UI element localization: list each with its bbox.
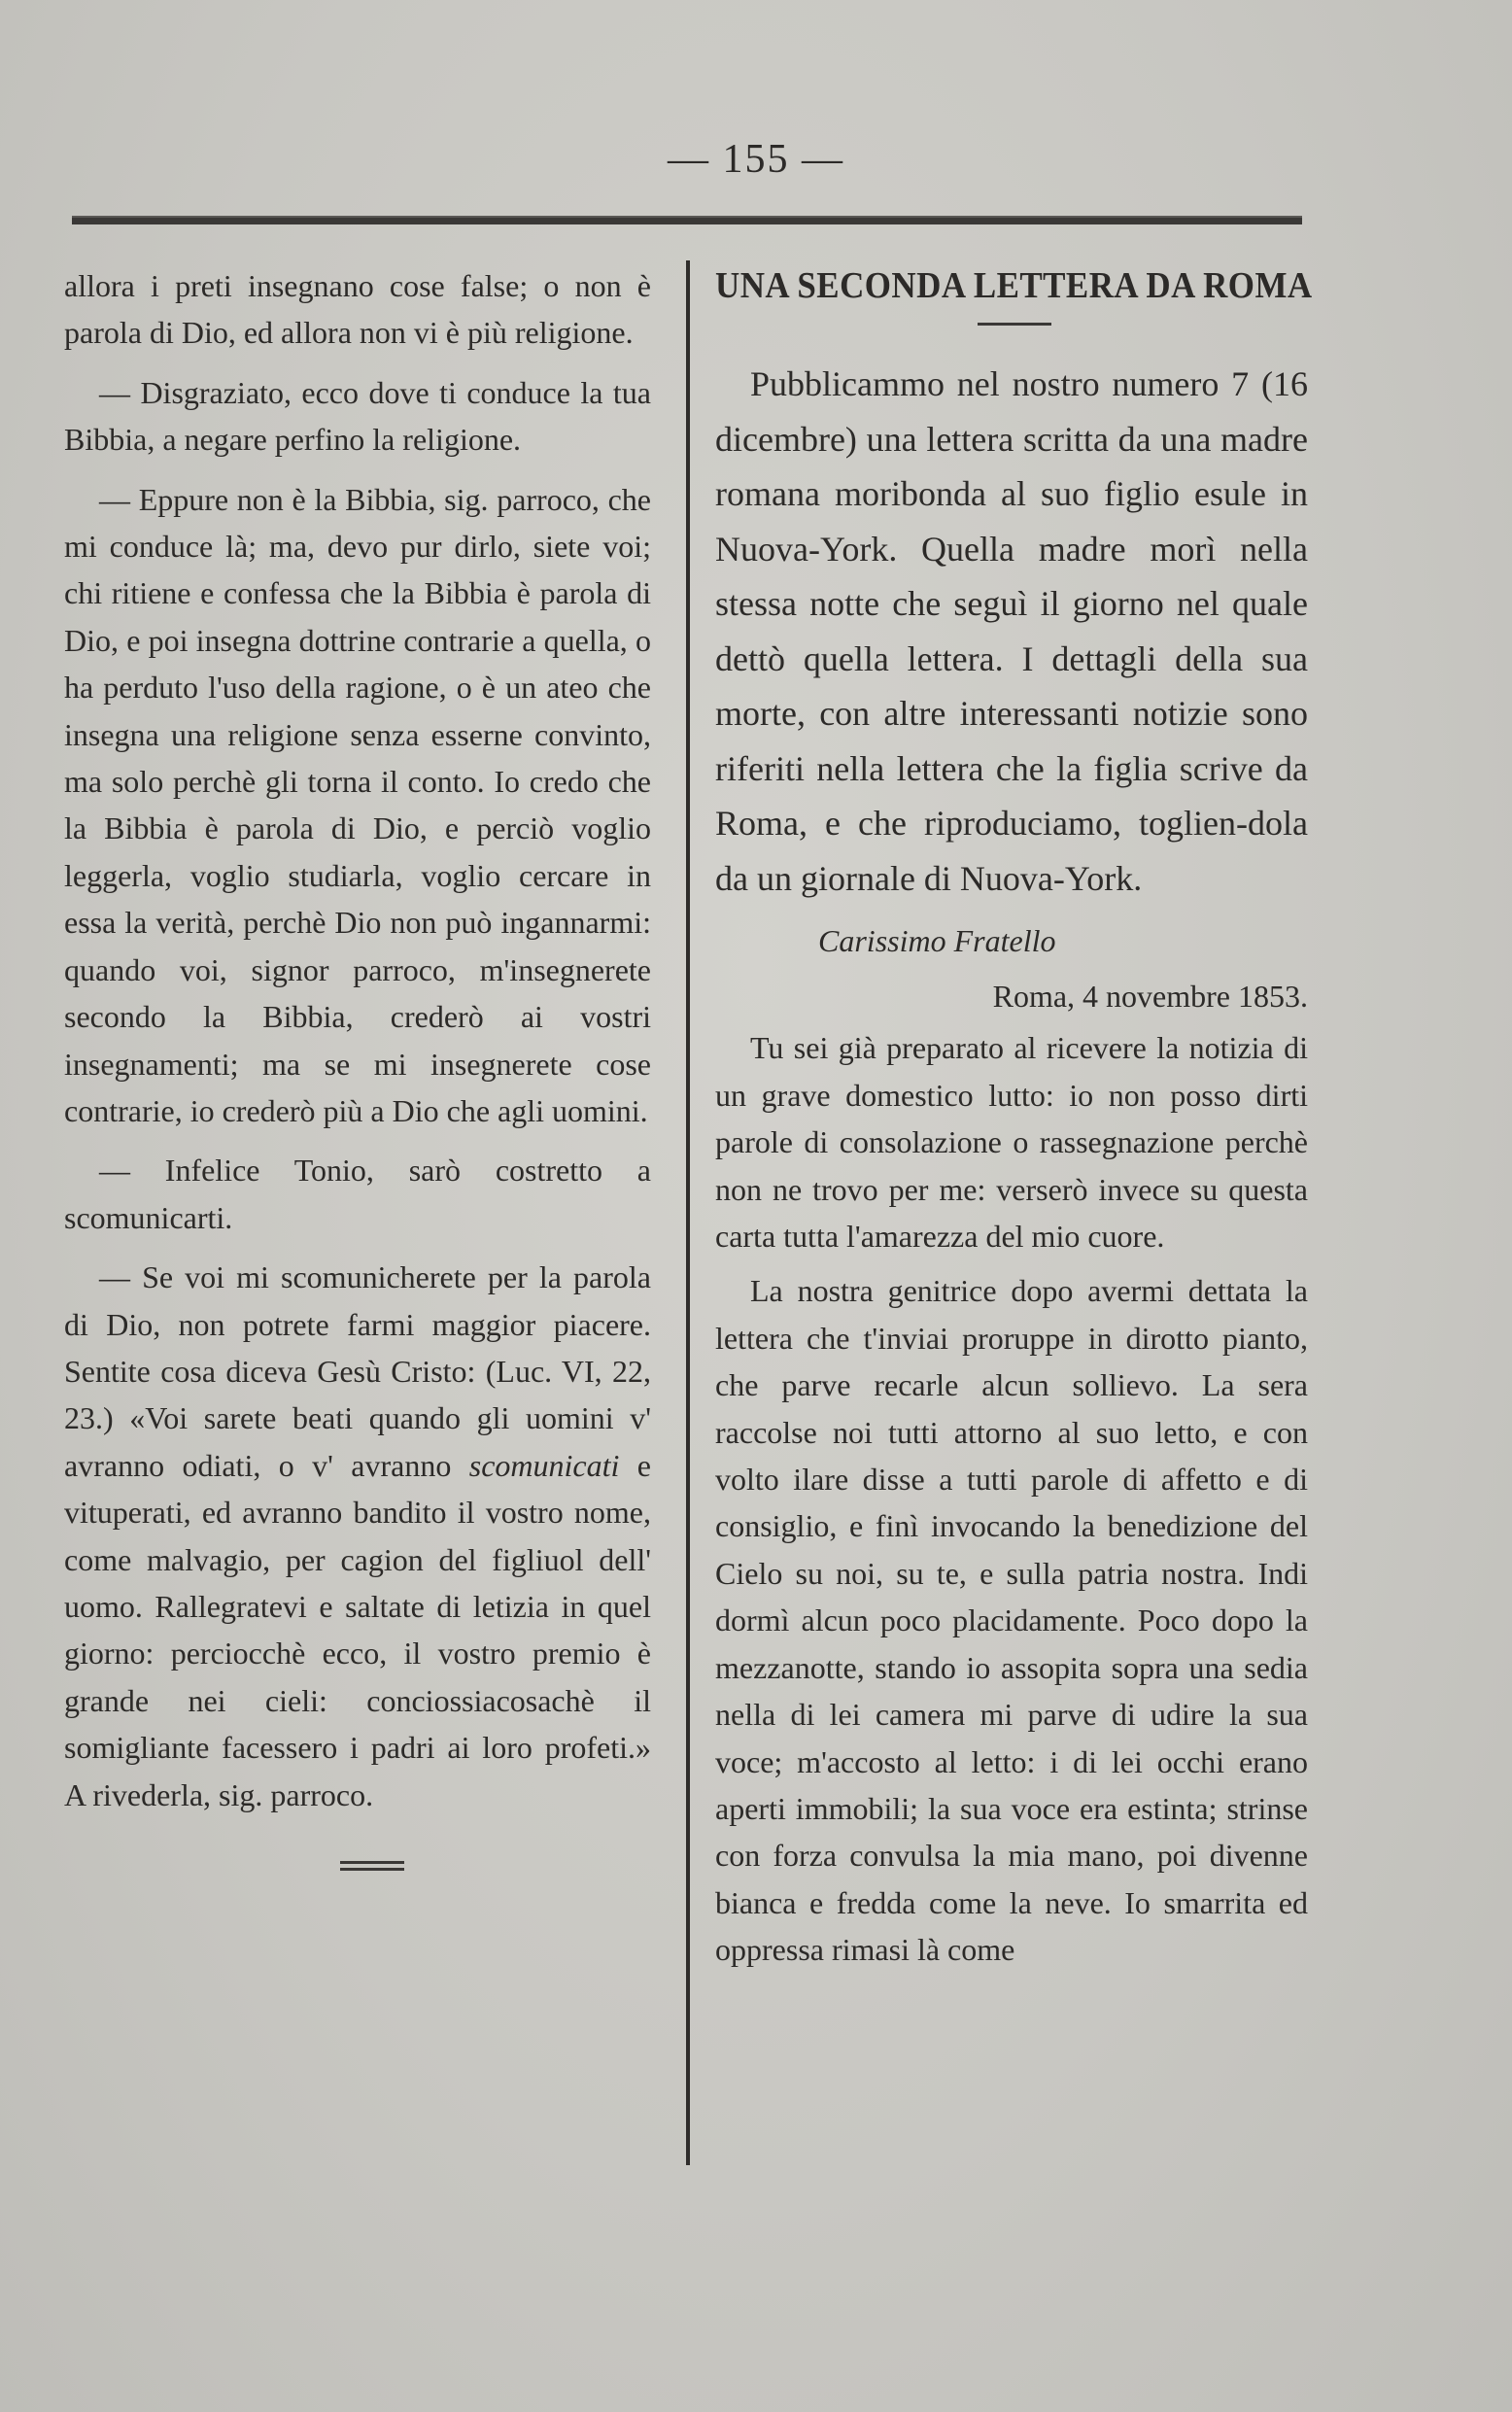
left-paragraph-5 (64, 1254, 651, 1818)
letter-paragraph-2: La nostra genitrice dopo avermi dettata la lettera che t'inviai proruppe in dirotto pianto, che parve recarle alcun sollievo. La sera raccolse noi tutti attorno al suo letto, e con volto ilare disse a tutti parole di affetto e di consiglio, e finì invocando la benedizione del Cielo su noi, su te, e sulla patria nostra. Indi dormì alcun poco placidamente. Poco dopo la mezzanotte, stando io assopita sopra una sedia nella di lei camera mi parve di udire la sua voce; m'accosto al letto: i di lei occhi erano aperti immobili; la sua voce era estinta; strinse con forza convulsa la mia mano, poi divenne bianca e fredda come la neve. Io smarrita ed oppressa rimasi là come (715, 1273, 1308, 1968)
title-rule (978, 323, 1051, 326)
left-paragraph-1: allora i preti insegnano cose false; o non è parola di Dio, ed allora non vi è più religione. (64, 268, 651, 351)
article-intro: Pubblicammo nel nostro numero 7 (16 dicembre) una lettera scritta da una madre romana moribonda al suo figlio esule in Nuova-York. Quella madre morì nella stessa notte che seguì il giorno nel quale dettò quella lettera. I dettagli della sua morte, con altre interessanti notizie sono riferiti nella lettera che la figlia scrive da Roma, e che riproduciamo, toglien-dola da un giornale di Nuova-York. (715, 364, 1308, 898)
column-divider (686, 260, 690, 2165)
article-title: UNA SECONDA LETTERA DA ROMA (715, 265, 1313, 306)
letter-dateline: Roma, 4 novembre 1853. (992, 979, 1308, 1015)
section-end-mark (340, 1861, 404, 1871)
page-number: — 155 — (668, 137, 844, 182)
letter-body (715, 1024, 1308, 1973)
letter-paragraph-1: Tu sei già preparato al ricevere la notizia di un grave domestico lutto: io non posso dirti parole di consolazione o rassegnazione perchè non ne trovo per me: verserò invece su questa carta tutta l'amarezza del mio cuore. (715, 1030, 1308, 1255)
left-paragraph-3: — Eppure non è la Bibbia, sig. parroco, che mi conduce là; ma, devo pur dirlo, siete voi; chi ritiene e confessa che la Bibbia è parola di Dio, e poi insegna dottrine contrarie a quella, o ha perduto l'uso della ragione, o è un ateo che insegna una religione senza esserne convinto, ma solo perchè gli torna il conto. Io credo che la Bibbia è parola di Dio, e perciò voglio leggerla, voglio studiarla, voglio cercare in essa la verità, perchè Dio non può ingannarmi: quando voi, signor parroco, m'insegnerete secondo la Bibbia, crederò ai vostri insegnamenti; ma se mi insegnerete cose contrarie, io crederò più a Dio che agli uomini. (64, 481, 651, 1128)
left-paragraph-5-text-b: e vituperati, ed avranno bandito il vostro nome, come malvagio, per cagion del figliuol dell' uomo. Rallegratevi e saltate di letizia in quel giorno: perciocchè ecco, il vostro premio è grande nei cieli: conciossiacosachè il somigliante facessero i padri ai loro profeti.» A rivederla, sig. parroco. (64, 1447, 652, 1812)
right-column (715, 262, 1313, 1974)
left-paragraph-5-text-a: — Se voi mi scomunicherete per la parola di Dio, non potrete farmi maggior piacere. Sentite cosa diceva Gesù Cristo: (Luc. VI, 22, 23.) «Voi sarete beati quando gli uomini v' avranno odiati, o v' avranno (64, 1259, 651, 1483)
letter-salutation: Carissimo Fratello (818, 923, 1056, 959)
left-paragraph-5-italic: scomunicati (468, 1447, 620, 1483)
left-paragraph-2: — Disgraziato, ecco dove ti conduce la tua Bibbia, a negare perfino la religione. (64, 374, 651, 458)
left-column (64, 262, 651, 1871)
left-paragraph-4: — Infelice Tonio, sarò costretto a scomunicarti. (64, 1153, 651, 1235)
header-rule (72, 216, 1302, 224)
